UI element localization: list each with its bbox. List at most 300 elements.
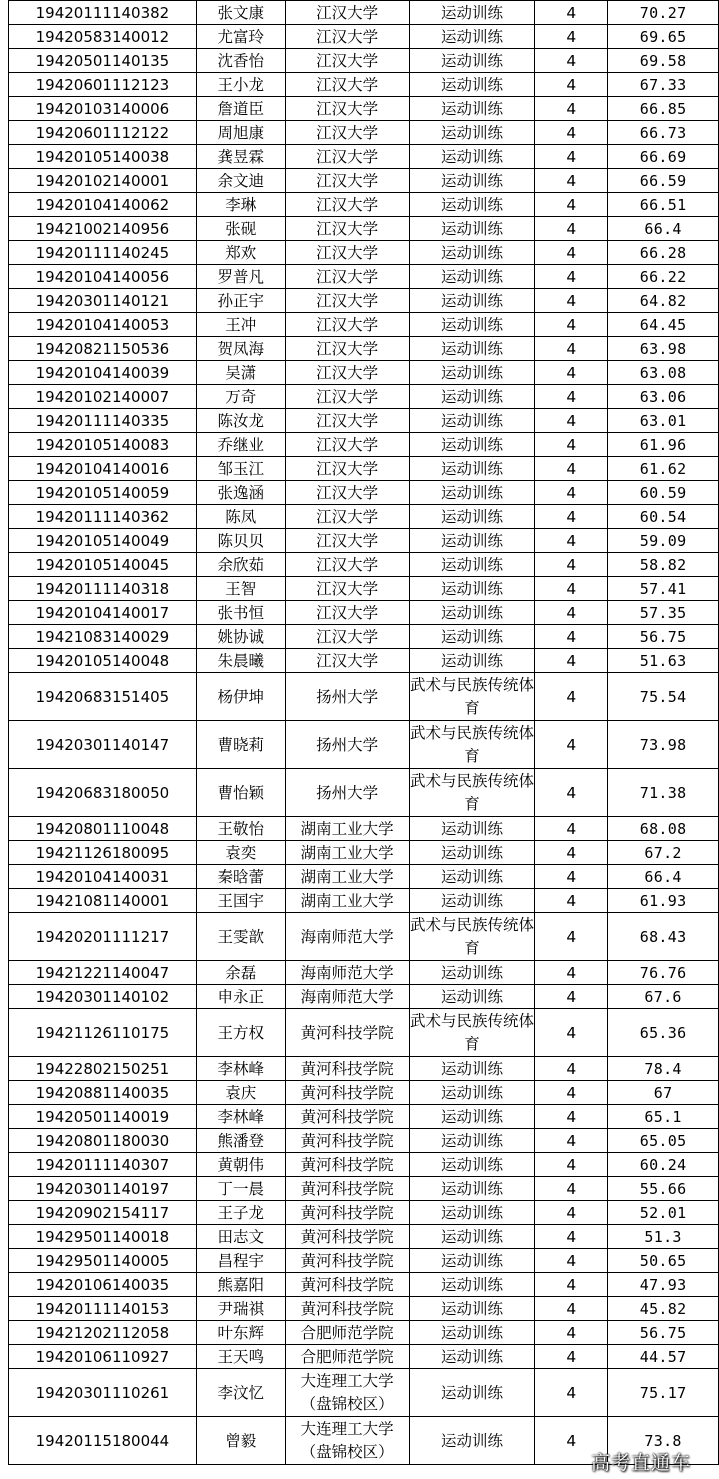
student-name-cell: 张砚	[196, 217, 285, 241]
score-cell: 52.01	[608, 1201, 719, 1225]
score-cell: 65.05	[608, 1129, 719, 1153]
student-name-cell: 田志文	[196, 1225, 285, 1249]
major-cell: 运动训练	[409, 361, 535, 385]
university-cell: 江汉大学	[285, 433, 409, 457]
student-name-cell: 袁奕	[196, 841, 285, 865]
score-cell: 66.4	[608, 865, 719, 889]
years-cell: 4	[535, 1177, 608, 1201]
major-cell: 运动训练	[409, 1225, 535, 1249]
university-cell: 海南师范大学	[285, 985, 409, 1009]
table-row	[9, 289, 719, 313]
major-cell: 运动训练	[409, 1201, 535, 1225]
exam-id-cell: 19420902154117	[9, 1201, 197, 1225]
table-row	[9, 889, 719, 913]
university-cell: 大连理工大学（盘锦校区）	[285, 1417, 409, 1465]
years-cell: 4	[535, 361, 608, 385]
score-cell: 66.22	[608, 265, 719, 289]
table-row	[9, 1345, 719, 1369]
table-row	[9, 673, 719, 721]
university-cell: 扬州大学	[285, 673, 409, 721]
university-cell: 江汉大学	[285, 337, 409, 361]
university-cell: 扬州大学	[285, 721, 409, 769]
score-cell: 63.01	[608, 409, 719, 433]
exam-id-cell: 19420111140245	[9, 241, 197, 265]
exam-id-cell: 19420683180050	[9, 769, 197, 817]
student-name-cell: 王雯歆	[196, 913, 285, 961]
score-cell: 66.69	[608, 145, 719, 169]
exam-id-cell: 19420103140006	[9, 97, 197, 121]
exam-id-cell: 19422802150251	[9, 1057, 197, 1081]
score-cell: 60.24	[608, 1153, 719, 1177]
student-name-cell: 陈汝龙	[196, 409, 285, 433]
score-cell: 51.63	[608, 649, 719, 673]
university-cell: 江汉大学	[285, 385, 409, 409]
university-cell: 黄河科技学院	[285, 1009, 409, 1057]
major-cell: 运动训练	[409, 97, 535, 121]
table-row	[9, 1273, 719, 1297]
score-cell: 50.65	[608, 1249, 719, 1273]
exam-id-cell: 19420301140102	[9, 985, 197, 1009]
exam-id-cell: 19420583140012	[9, 25, 197, 49]
table-row	[9, 577, 719, 601]
university-cell: 江汉大学	[285, 601, 409, 625]
exam-id-cell: 19420105140038	[9, 145, 197, 169]
major-cell: 运动训练	[409, 433, 535, 457]
score-cell: 73.98	[608, 721, 719, 769]
table-row	[9, 265, 719, 289]
table-row	[9, 1129, 719, 1153]
score-cell: 64.45	[608, 313, 719, 337]
university-cell: 湖南工业大学	[285, 889, 409, 913]
major-cell: 运动训练	[409, 1, 535, 25]
university-cell: 江汉大学	[285, 505, 409, 529]
years-cell: 4	[535, 289, 608, 313]
years-cell: 4	[535, 577, 608, 601]
major-cell: 运动训练	[409, 121, 535, 145]
major-cell: 运动训练	[409, 409, 535, 433]
exam-id-cell: 19420111140335	[9, 409, 197, 433]
exam-id-cell: 19429501140018	[9, 1225, 197, 1249]
student-name-cell: 李琳	[196, 193, 285, 217]
university-cell: 江汉大学	[285, 121, 409, 145]
major-cell: 运动训练	[409, 193, 535, 217]
university-cell: 江汉大学	[285, 625, 409, 649]
university-cell: 江汉大学	[285, 289, 409, 313]
major-cell: 运动训练	[409, 481, 535, 505]
major-cell: 运动训练	[409, 865, 535, 889]
exam-id-cell: 19420104140053	[9, 313, 197, 337]
score-cell: 47.93	[608, 1273, 719, 1297]
university-cell: 合肥师范学院	[285, 1321, 409, 1345]
exam-id-cell: 19420301110261	[9, 1369, 197, 1417]
score-cell: 44.57	[608, 1345, 719, 1369]
table-row	[9, 1249, 719, 1273]
table-row	[9, 1369, 719, 1417]
years-cell: 4	[535, 481, 608, 505]
student-name-cell: 王国宇	[196, 889, 285, 913]
university-cell: 江汉大学	[285, 649, 409, 673]
years-cell: 4	[535, 649, 608, 673]
score-cell: 67.6	[608, 985, 719, 1009]
university-cell: 黄河科技学院	[285, 1057, 409, 1081]
exam-id-cell: 19420102140007	[9, 385, 197, 409]
student-name-cell: 周旭康	[196, 121, 285, 145]
years-cell: 4	[535, 313, 608, 337]
exam-id-cell: 19420104140031	[9, 865, 197, 889]
major-cell: 运动训练	[409, 817, 535, 841]
student-name-cell: 孙正宇	[196, 289, 285, 313]
major-cell: 运动训练	[409, 1105, 535, 1129]
major-cell: 运动训练	[409, 385, 535, 409]
student-name-cell: 秦晗蕾	[196, 865, 285, 889]
years-cell: 4	[535, 1417, 608, 1465]
major-cell: 运动训练	[409, 649, 535, 673]
major-cell: 运动训练	[409, 889, 535, 913]
major-cell: 运动训练	[409, 529, 535, 553]
table-row	[9, 25, 719, 49]
major-cell: 运动训练	[409, 1129, 535, 1153]
university-cell: 江汉大学	[285, 145, 409, 169]
university-cell: 江汉大学	[285, 457, 409, 481]
years-cell: 4	[535, 841, 608, 865]
table-row	[9, 409, 719, 433]
exam-id-cell: 19420683151405	[9, 673, 197, 721]
university-cell: 江汉大学	[285, 481, 409, 505]
exam-id-cell: 19420104140056	[9, 265, 197, 289]
score-cell: 76.76	[608, 961, 719, 985]
exam-id-cell: 19421083140029	[9, 625, 197, 649]
score-cell: 66.73	[608, 121, 719, 145]
student-name-cell: 贺凤海	[196, 337, 285, 361]
major-cell: 运动训练	[409, 961, 535, 985]
university-cell: 江汉大学	[285, 49, 409, 73]
major-cell: 运动训练	[409, 1249, 535, 1273]
student-name-cell: 龚昱霖	[196, 145, 285, 169]
score-cell: 57.41	[608, 577, 719, 601]
exam-id-cell: 19420105140059	[9, 481, 197, 505]
score-cell: 56.75	[608, 625, 719, 649]
university-cell: 黄河科技学院	[285, 1153, 409, 1177]
score-cell: 67	[608, 1081, 719, 1105]
table-row	[9, 1201, 719, 1225]
university-cell: 江汉大学	[285, 553, 409, 577]
exam-id-cell: 19420106110927	[9, 1345, 197, 1369]
major-cell: 运动训练	[409, 1057, 535, 1081]
years-cell: 4	[535, 1, 608, 25]
major-cell: 运动训练	[409, 577, 535, 601]
years-cell: 4	[535, 625, 608, 649]
table-row	[9, 241, 719, 265]
table-row	[9, 649, 719, 673]
years-cell: 4	[535, 1249, 608, 1273]
years-cell: 4	[535, 1297, 608, 1321]
exam-id-cell: 19420111140307	[9, 1153, 197, 1177]
university-cell: 江汉大学	[285, 265, 409, 289]
student-name-cell: 熊嘉阳	[196, 1273, 285, 1297]
years-cell: 4	[535, 241, 608, 265]
exam-id-cell: 19420881140035	[9, 1081, 197, 1105]
major-cell: 运动训练	[409, 1273, 535, 1297]
student-name-cell: 李汶忆	[196, 1369, 285, 1417]
exam-id-cell: 19420111140362	[9, 505, 197, 529]
student-name-cell: 王小龙	[196, 73, 285, 97]
student-name-cell: 郑欢	[196, 241, 285, 265]
university-cell: 江汉大学	[285, 25, 409, 49]
exam-id-cell: 19421126180095	[9, 841, 197, 865]
years-cell: 4	[535, 1009, 608, 1057]
table-row	[9, 1225, 719, 1249]
student-name-cell: 陈贝贝	[196, 529, 285, 553]
exam-id-cell: 19420105140049	[9, 529, 197, 553]
student-name-cell: 王敬怡	[196, 817, 285, 841]
table-row	[9, 985, 719, 1009]
university-cell: 湖南工业大学	[285, 817, 409, 841]
table-row	[9, 145, 719, 169]
score-cell: 58.82	[608, 553, 719, 577]
table-row	[9, 553, 719, 577]
student-name-cell: 袁庆	[196, 1081, 285, 1105]
university-cell: 江汉大学	[285, 73, 409, 97]
exam-id-cell: 19420104140039	[9, 361, 197, 385]
exam-id-cell: 19420601112123	[9, 73, 197, 97]
table-row	[9, 1, 719, 25]
exam-id-cell: 19420821150536	[9, 337, 197, 361]
table-row	[9, 625, 719, 649]
years-cell: 4	[535, 1345, 608, 1369]
table-row	[9, 385, 719, 409]
score-cell: 56.75	[608, 1321, 719, 1345]
major-cell: 运动训练	[409, 1153, 535, 1177]
score-cell: 65.36	[608, 1009, 719, 1057]
major-cell: 运动训练	[409, 1321, 535, 1345]
student-name-cell: 沈香怡	[196, 49, 285, 73]
exam-id-cell: 19421202112058	[9, 1321, 197, 1345]
table-row	[9, 481, 719, 505]
table-row	[9, 1321, 719, 1345]
university-cell: 合肥师范学院	[285, 1345, 409, 1369]
student-name-cell: 曹晓莉	[196, 721, 285, 769]
exam-id-cell: 19420301140147	[9, 721, 197, 769]
major-cell: 运动训练	[409, 457, 535, 481]
score-cell: 67.33	[608, 73, 719, 97]
major-cell: 运动训练	[409, 1081, 535, 1105]
exam-id-cell: 19420105140083	[9, 433, 197, 457]
major-cell: 运动训练	[409, 25, 535, 49]
university-cell: 江汉大学	[285, 241, 409, 265]
years-cell: 4	[535, 73, 608, 97]
university-cell: 黄河科技学院	[285, 1249, 409, 1273]
table-row	[9, 1297, 719, 1321]
table-row	[9, 457, 719, 481]
table-row	[9, 1081, 719, 1105]
table-row	[9, 601, 719, 625]
student-name-cell: 叶东辉	[196, 1321, 285, 1345]
university-cell: 江汉大学	[285, 409, 409, 433]
student-name-cell: 王冲	[196, 313, 285, 337]
major-cell: 武术与民族传统体育	[409, 913, 535, 961]
student-name-cell: 曹怡颖	[196, 769, 285, 817]
score-cell: 66.59	[608, 169, 719, 193]
years-cell: 4	[535, 433, 608, 457]
student-name-cell: 王智	[196, 577, 285, 601]
major-cell: 运动训练	[409, 169, 535, 193]
table-row	[9, 1153, 719, 1177]
years-cell: 4	[535, 1273, 608, 1297]
major-cell: 武术与民族传统体育	[409, 1009, 535, 1057]
table-row	[9, 73, 719, 97]
university-cell: 江汉大学	[285, 169, 409, 193]
score-cell: 51.3	[608, 1225, 719, 1249]
university-cell: 黄河科技学院	[285, 1129, 409, 1153]
admission-score-table	[8, 0, 719, 1465]
major-cell: 运动训练	[409, 1369, 535, 1417]
years-cell: 4	[535, 769, 608, 817]
major-cell: 运动训练	[409, 49, 535, 73]
exam-id-cell: 19420801110048	[9, 817, 197, 841]
student-name-cell: 邹玉江	[196, 457, 285, 481]
score-cell: 65.1	[608, 1105, 719, 1129]
table-row	[9, 913, 719, 961]
years-cell: 4	[535, 217, 608, 241]
score-cell: 63.06	[608, 385, 719, 409]
student-name-cell: 李林峰	[196, 1057, 285, 1081]
university-cell: 黄河科技学院	[285, 1177, 409, 1201]
student-name-cell: 张书恒	[196, 601, 285, 625]
years-cell: 4	[535, 265, 608, 289]
years-cell: 4	[535, 1369, 608, 1417]
student-name-cell: 熊潘登	[196, 1129, 285, 1153]
student-name-cell: 朱晨曦	[196, 649, 285, 673]
university-cell: 海南师范大学	[285, 961, 409, 985]
years-cell: 4	[535, 1321, 608, 1345]
major-cell: 运动训练	[409, 985, 535, 1009]
student-name-cell: 黄朝伟	[196, 1153, 285, 1177]
exam-id-cell: 19420106140035	[9, 1273, 197, 1297]
years-cell: 4	[535, 193, 608, 217]
exam-id-cell: 19420105140048	[9, 649, 197, 673]
score-cell: 61.93	[608, 889, 719, 913]
years-cell: 4	[535, 553, 608, 577]
table-row	[9, 121, 719, 145]
score-cell: 45.82	[608, 1297, 719, 1321]
years-cell: 4	[535, 1225, 608, 1249]
exam-id-cell: 19420501140019	[9, 1105, 197, 1129]
university-cell: 黄河科技学院	[285, 1081, 409, 1105]
student-name-cell: 乔继业	[196, 433, 285, 457]
exam-id-cell: 19420111140153	[9, 1297, 197, 1321]
table-row	[9, 97, 719, 121]
years-cell: 4	[535, 1105, 608, 1129]
exam-id-cell: 19421081140001	[9, 889, 197, 913]
student-name-cell: 尤富玲	[196, 25, 285, 49]
university-cell: 扬州大学	[285, 769, 409, 817]
major-cell: 运动训练	[409, 1297, 535, 1321]
score-cell: 59.09	[608, 529, 719, 553]
score-cell: 66.28	[608, 241, 719, 265]
table-row	[9, 961, 719, 985]
university-cell: 黄河科技学院	[285, 1201, 409, 1225]
table-row	[9, 217, 719, 241]
student-name-cell: 昌程宇	[196, 1249, 285, 1273]
score-cell: 57.35	[608, 601, 719, 625]
exam-id-cell: 19420102140001	[9, 169, 197, 193]
score-cell: 60.54	[608, 505, 719, 529]
exam-id-cell: 19420301140197	[9, 1177, 197, 1201]
table-row	[9, 841, 719, 865]
student-name-cell: 余文迪	[196, 169, 285, 193]
exam-id-cell: 19420801180030	[9, 1129, 197, 1153]
table-row	[9, 49, 719, 73]
exam-id-cell: 19420115180044	[9, 1417, 197, 1465]
student-name-cell: 张文康	[196, 1, 285, 25]
table-row	[9, 865, 719, 889]
major-cell: 运动训练	[409, 1177, 535, 1201]
university-cell: 江汉大学	[285, 577, 409, 601]
table-row	[9, 1009, 719, 1057]
exam-id-cell: 19420201111217	[9, 913, 197, 961]
score-cell: 73.8	[608, 1417, 719, 1465]
university-cell: 江汉大学	[285, 361, 409, 385]
table-row	[9, 361, 719, 385]
score-cell: 71.38	[608, 769, 719, 817]
table-row	[9, 1105, 719, 1129]
years-cell: 4	[535, 865, 608, 889]
years-cell: 4	[535, 673, 608, 721]
major-cell: 运动训练	[409, 265, 535, 289]
major-cell: 运动训练	[409, 1345, 535, 1369]
score-cell: 66.51	[608, 193, 719, 217]
table-row	[9, 817, 719, 841]
years-cell: 4	[535, 457, 608, 481]
major-cell: 运动训练	[409, 241, 535, 265]
score-cell: 60.59	[608, 481, 719, 505]
university-cell: 黄河科技学院	[285, 1297, 409, 1321]
table-row	[9, 1177, 719, 1201]
score-cell: 69.58	[608, 49, 719, 73]
university-cell: 江汉大学	[285, 1, 409, 25]
table-body	[9, 1, 719, 1465]
student-name-cell: 杨伊坤	[196, 673, 285, 721]
years-cell: 4	[535, 601, 608, 625]
major-cell: 运动训练	[409, 841, 535, 865]
university-cell: 湖南工业大学	[285, 841, 409, 865]
exam-id-cell: 19420104140017	[9, 601, 197, 625]
score-cell: 68.43	[608, 913, 719, 961]
exam-id-cell: 19421002140956	[9, 217, 197, 241]
exam-id-cell: 19429501140005	[9, 1249, 197, 1273]
university-cell: 湖南工业大学	[285, 865, 409, 889]
table-row	[9, 1057, 719, 1081]
years-cell: 4	[535, 1153, 608, 1177]
university-cell: 江汉大学	[285, 193, 409, 217]
exam-id-cell: 19420105140045	[9, 553, 197, 577]
exam-id-cell: 19420501140135	[9, 49, 197, 73]
university-cell: 江汉大学	[285, 97, 409, 121]
years-cell: 4	[535, 985, 608, 1009]
major-cell: 运动训练	[409, 505, 535, 529]
student-name-cell: 曾毅	[196, 1417, 285, 1465]
years-cell: 4	[535, 145, 608, 169]
exam-id-cell: 19420111140382	[9, 1, 197, 25]
exam-id-cell: 19421221140047	[9, 961, 197, 985]
years-cell: 4	[535, 97, 608, 121]
score-cell: 61.62	[608, 457, 719, 481]
student-name-cell: 詹道臣	[196, 97, 285, 121]
university-cell: 大连理工大学（盘锦校区）	[285, 1369, 409, 1417]
university-cell: 黄河科技学院	[285, 1105, 409, 1129]
major-cell: 运动训练	[409, 145, 535, 169]
student-name-cell: 余磊	[196, 961, 285, 985]
